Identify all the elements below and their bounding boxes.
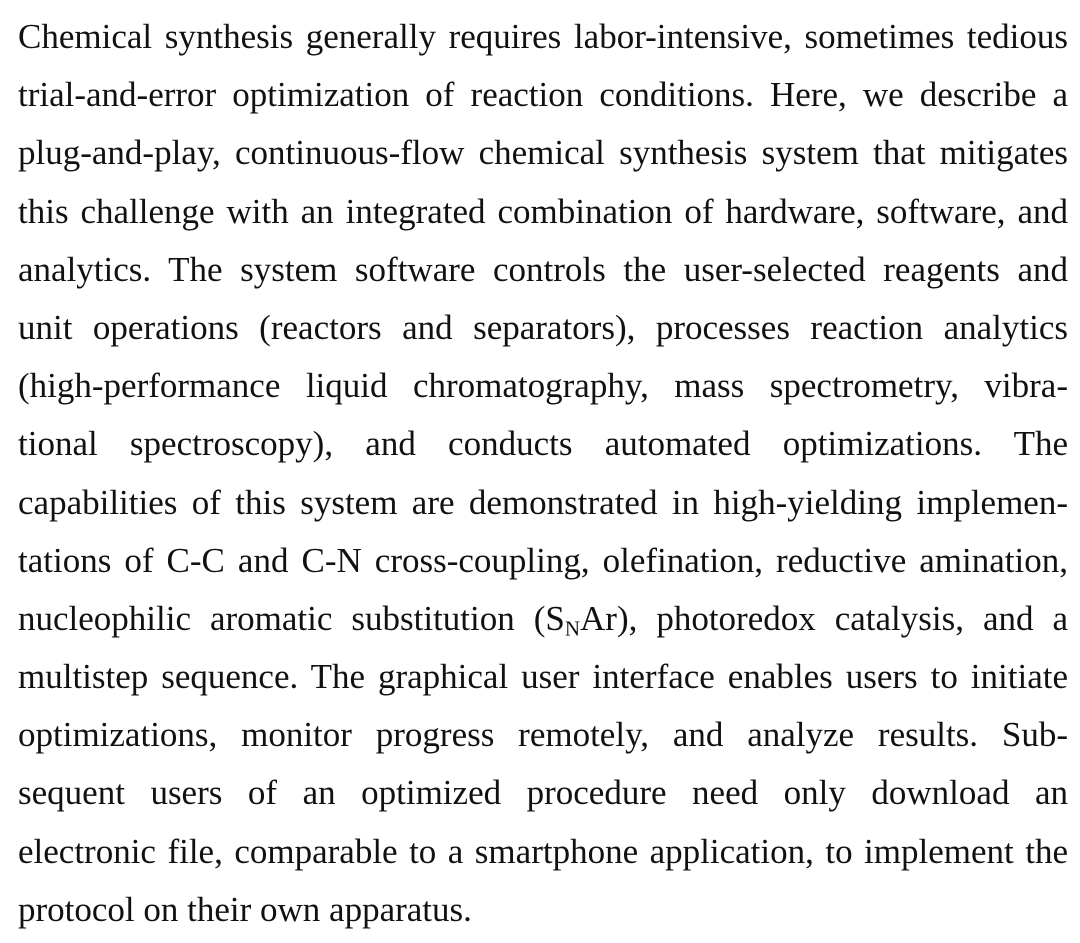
text-line: tional spectroscopy), and conducts automated optimizations. The xyxy=(18,424,1068,464)
text-line-snar xyxy=(18,594,1068,652)
text-line: trial-and-error optimization of reaction conditions. Here, we describe a xyxy=(18,75,1068,115)
text-line: electronic file, comparable to a smartphone application, to implement the xyxy=(18,831,1068,871)
snar-text-before: nucleophilic aromatic substitution (S xyxy=(18,598,565,638)
snar-text-after: Ar), photoredox catalysis, and a xyxy=(580,598,1068,638)
snar-subscript: N xyxy=(564,616,581,641)
text-line: tations of C-C and C-N cross-coupling, olefination, reductive amination, xyxy=(18,540,1068,580)
text-line: plug-and-play, continuous-flow chemical synthesis system that mitigates xyxy=(18,133,1068,173)
text-line: unit operations (reactors and separators), processes reaction analytics xyxy=(18,307,1068,347)
text-line: optimizations, monitor progress remotely, and analyze results. Sub- xyxy=(18,715,1068,755)
text-line: this challenge with an integrated combination of hardware, software, and xyxy=(18,191,1068,231)
text-line: sequent users of an optimized procedure need only download an xyxy=(18,773,1068,813)
text-line: analytics. The system software controls the user-selected reagents and xyxy=(18,249,1068,289)
text-line: multistep sequence. The graphical user interface enables users to initiate xyxy=(18,657,1068,697)
text-line: (high-performance liquid chromatography, mass spectrometry, vibra- xyxy=(18,366,1068,406)
text-line-last: protocol on their own apparatus. xyxy=(18,889,472,929)
text-line: capabilities of this system are demonstrated in high-yielding implemen- xyxy=(18,482,1068,522)
text-line: Chemical synthesis generally requires labor-intensive, sometimes tedious xyxy=(18,17,1068,56)
abstract-paragraph xyxy=(18,12,1068,943)
